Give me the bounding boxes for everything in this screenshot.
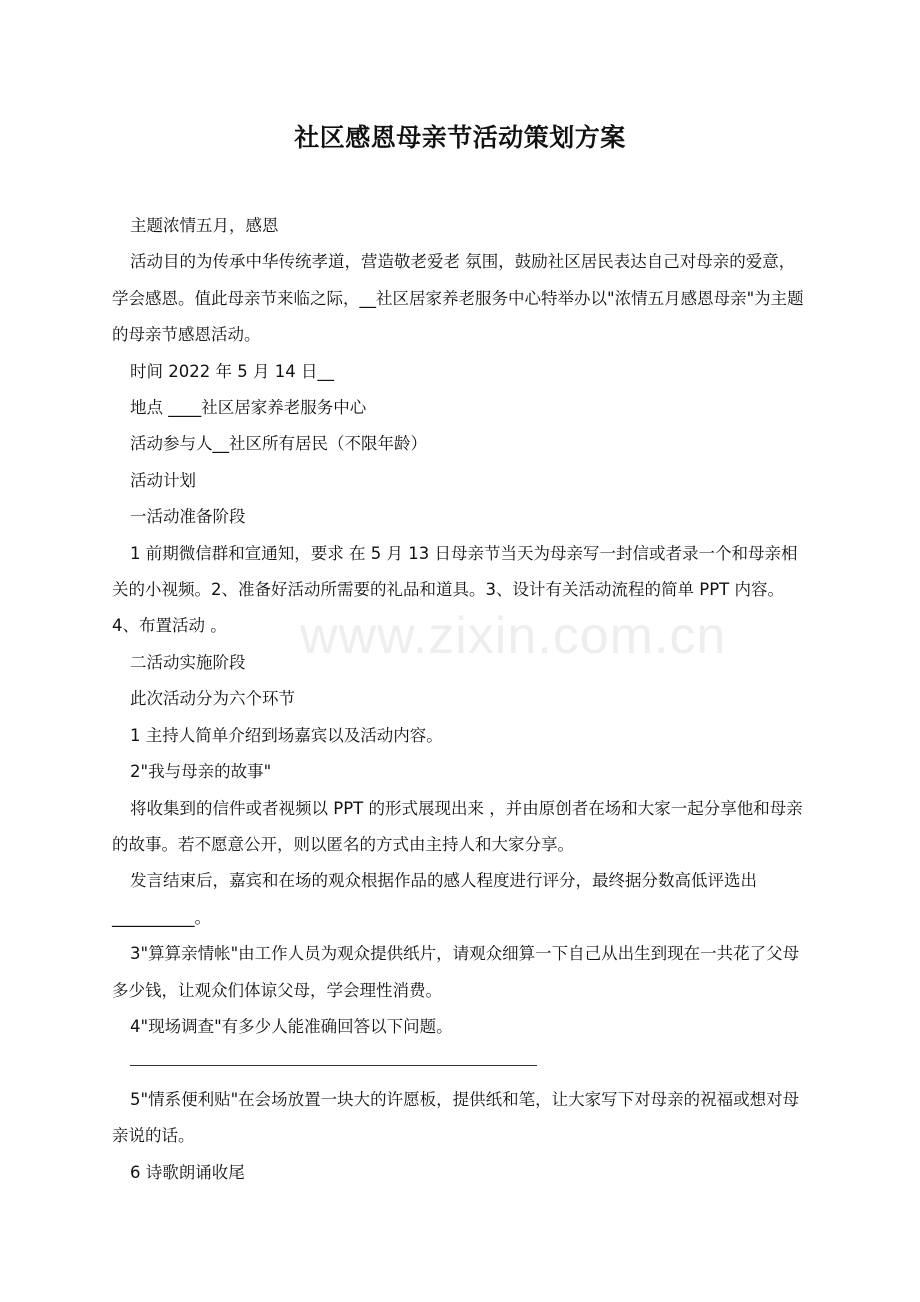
watermark: www.zixin.com.cn bbox=[300, 607, 727, 665]
paragraph-segment-2-scoring: 发言结束后，嘉宾和在场的观众根据作品的感人程度进行评分，最终据分数高低评选出__________。 bbox=[112, 871, 757, 927]
paragraph-plan-heading: 活动计划 bbox=[130, 470, 196, 490]
paragraph-segment-2-title: 2"我与母亲的故事" bbox=[130, 762, 272, 782]
paragraph-location: 地点 ____社区居家养老服务中心 bbox=[130, 398, 367, 418]
paragraph-prep-heading: 一活动准备阶段 bbox=[130, 507, 246, 527]
paragraph-theme: 主题浓情五月，感恩 bbox=[130, 216, 279, 235]
paragraph-segment-3: 3"算算亲情帐"由工作人员为观众提供纸片，请观众细算一下自己从出生到现在一共花了父母多少钱，让观众们体谅父母，学会理性消费。 bbox=[112, 944, 800, 1000]
paragraph-segment-6: 6 诗歌朗诵收尾 bbox=[130, 1162, 245, 1182]
paragraph-segment-5: 5"情系便利贴"在会场放置一块大的许愿板，提供纸和笔，让大家写下对母亲的祝福或想对母亲说的话。 bbox=[112, 1089, 800, 1146]
document-body bbox=[112, 208, 809, 1191]
underline-rule bbox=[130, 1045, 537, 1066]
document-title: 社区感恩母亲节活动策划方案 bbox=[294, 123, 626, 152]
paragraph-segment-2-body: 将收集到的信件或者视频以 PPT 的形式展现出来 ，并由原创者在场和大家一起分享他和母亲的故事。若不愿意公开，则以匿名的方式由主持人和大家分享。 bbox=[112, 798, 803, 854]
paragraph-impl-heading: 二活动实施阶段 bbox=[130, 652, 246, 672]
paragraph-time: 时间 2022 年 5 月 14 日__ bbox=[130, 361, 334, 381]
paragraph-six-segments: 此次活动分为六个环节 bbox=[130, 689, 295, 709]
paragraph-participants: 活动参与人__社区所有居民（不限年龄） bbox=[130, 434, 427, 454]
paragraph-segment-4: 4"现场调查"有多少人能准确回答以下问题。 bbox=[130, 1016, 453, 1036]
paragraph-purpose: 活动目的为传承中华传统孝道，营造敬老爱老 氛围，鼓励社区居民表达自己对母亲的爱意，学会感恩。值此母亲节来临之际，__社区居家养老服务中心特举办以"浓情五月感恩母亲"为主题的母亲节感恩活动。 bbox=[112, 252, 804, 345]
blank-answer-line bbox=[112, 1045, 809, 1081]
paragraph-segment-1: 1 主持人简单介绍到场嘉宾以及活动内容。 bbox=[130, 725, 443, 745]
paragraph-prep-steps: 1 前期微信群和宣通知，要求 在 5 月 13 日母亲节当天为母亲写一封信或者录一个和母亲相关的小视频。2、准备好活动所需要的礼品和道具。3、设计有关活动流程的简单 PPT 内容。4、布置活动 。 bbox=[112, 543, 798, 636]
